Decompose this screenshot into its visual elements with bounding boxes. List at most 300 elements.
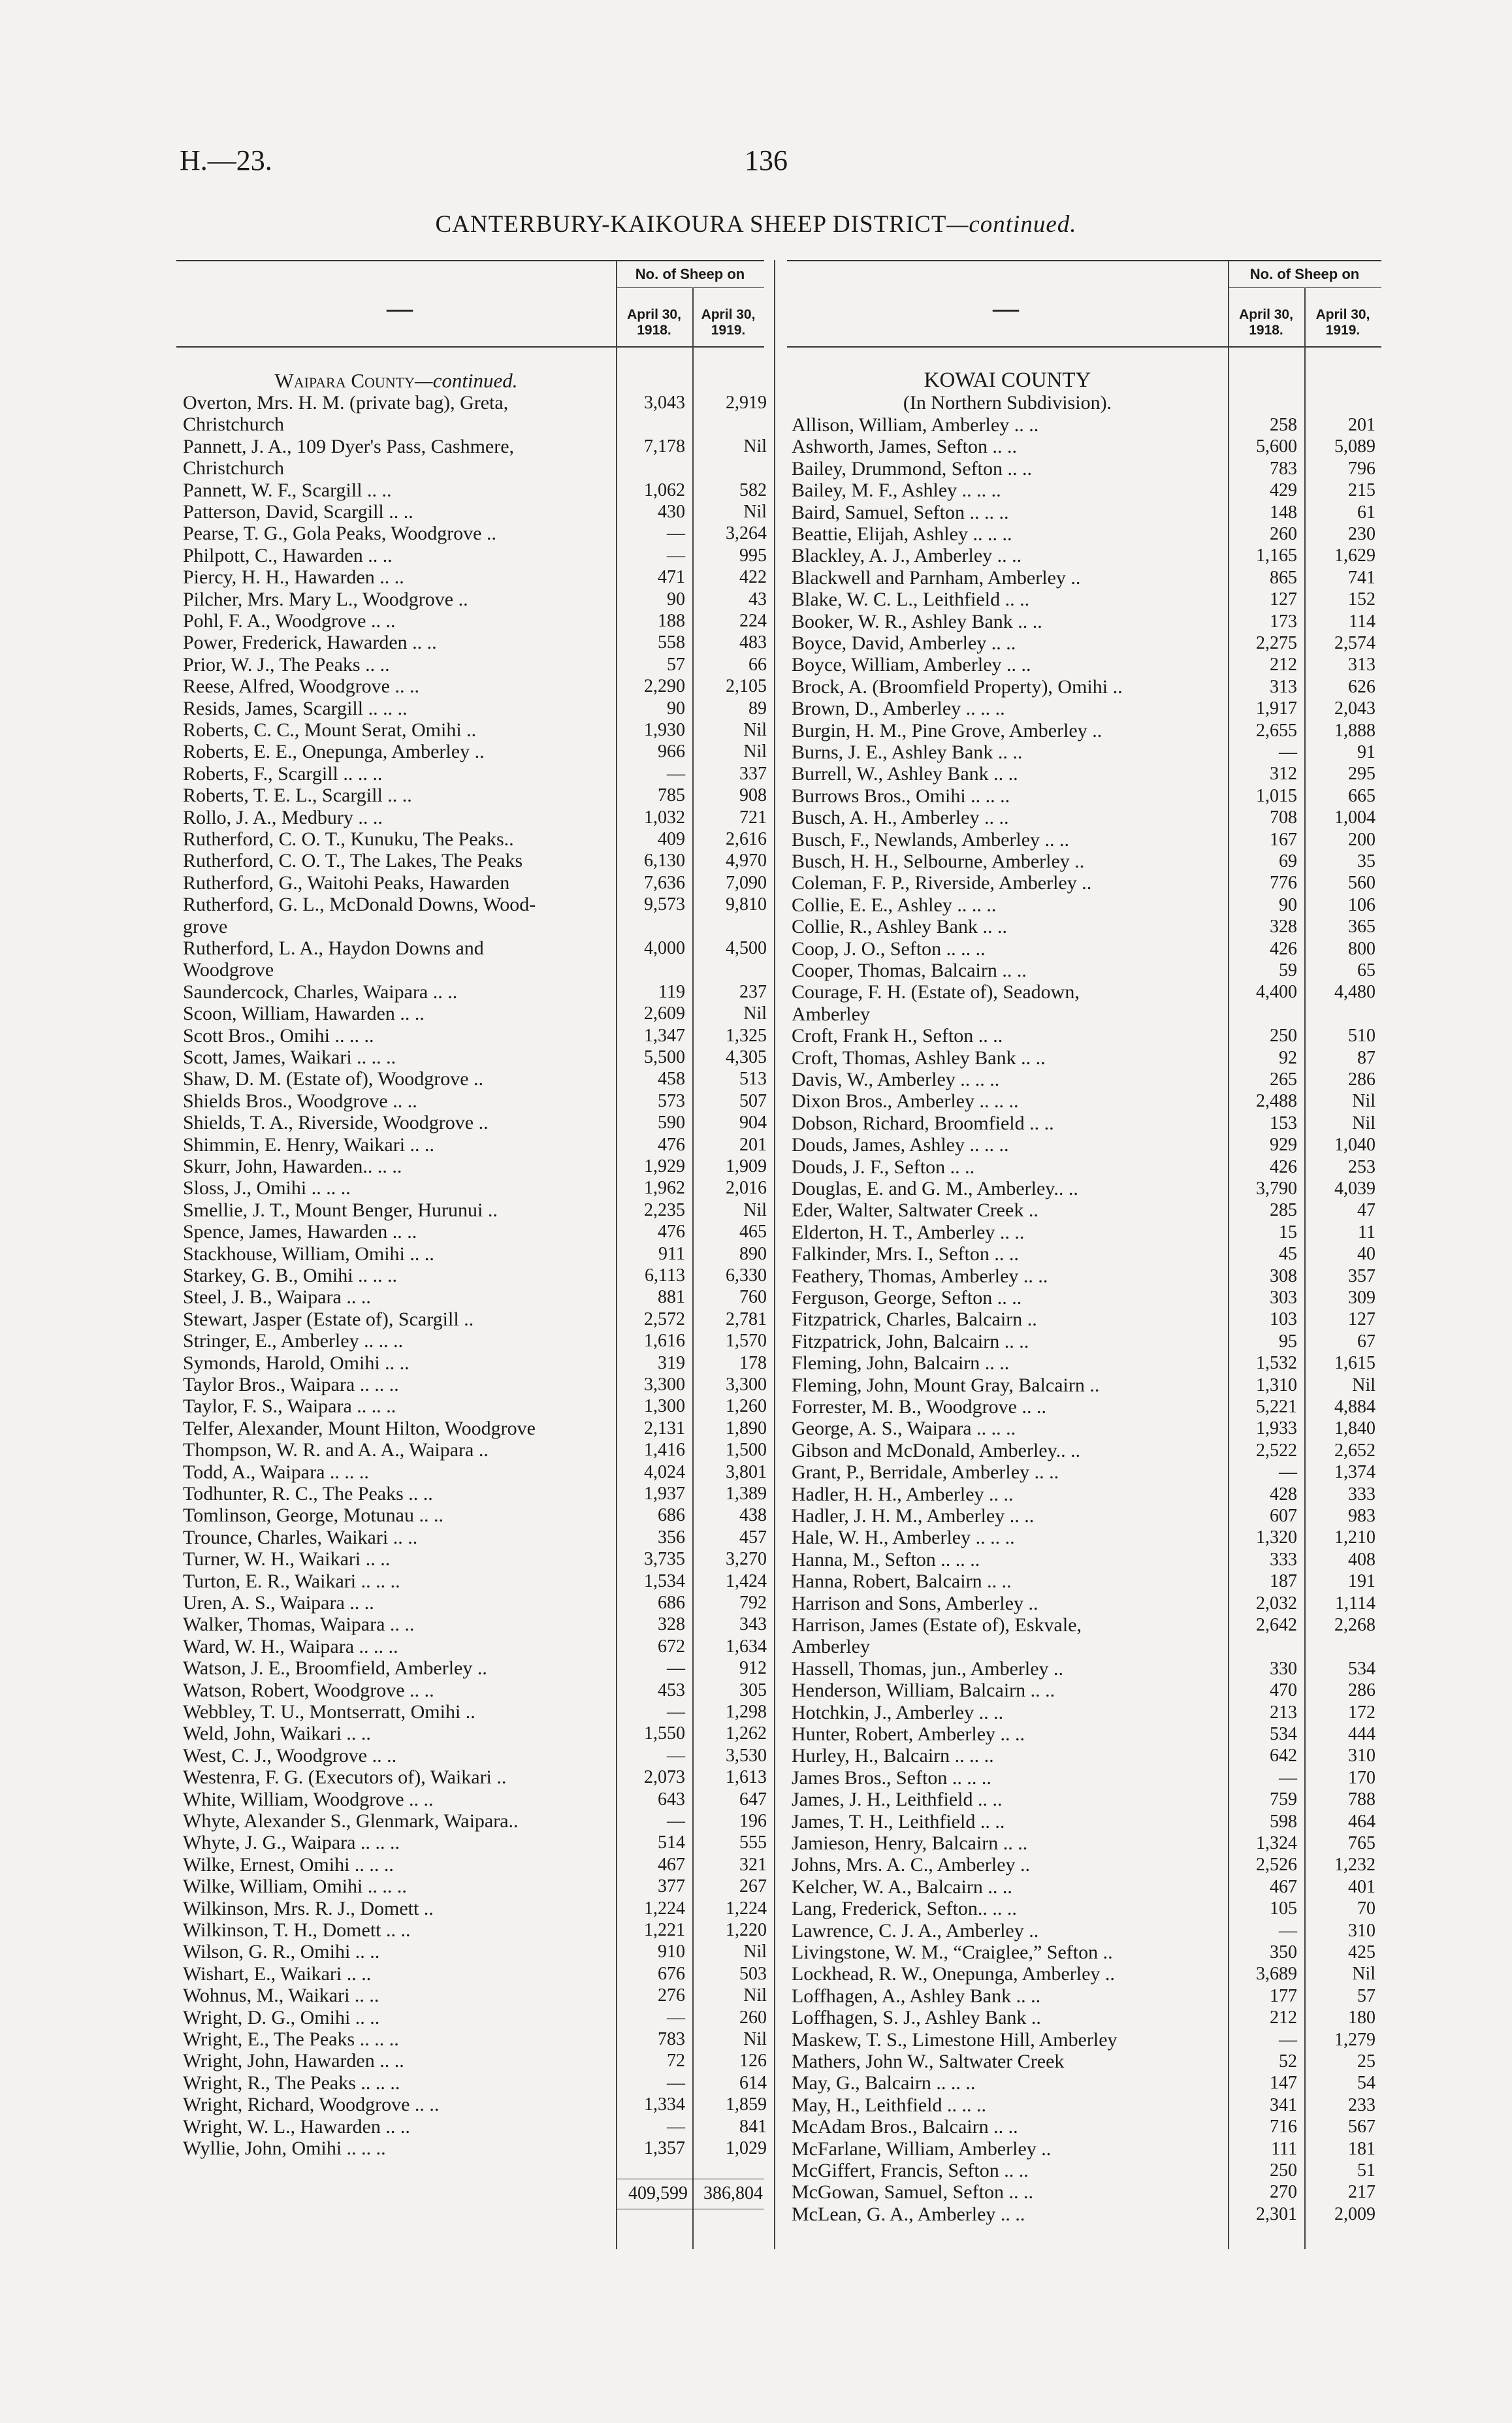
- sheep-1918: 187: [1270, 1571, 1297, 1592]
- table-row: [183, 610, 771, 632]
- sheep-1919: 25: [1357, 2051, 1375, 2072]
- sheep-1919: 2,919: [726, 393, 767, 413]
- sheep-1919: 357: [1348, 1265, 1375, 1286]
- sheep-1918: 1,534: [644, 1570, 685, 1591]
- table-row: [183, 1003, 771, 1024]
- holder-name: James Bros., Sefton .. .. ..: [792, 1766, 991, 1789]
- sheep-1919: 1,890: [726, 1418, 767, 1439]
- holder-name: Hanna, Robert, Balcairn .. ..: [792, 1570, 1012, 1593]
- table-row: [183, 1854, 771, 1876]
- sheep-1919: 796: [1348, 458, 1375, 479]
- sheep-1918: 15: [1279, 1222, 1297, 1243]
- sheep-1918: 319: [658, 1352, 685, 1373]
- table-row: [792, 1025, 1379, 1047]
- table-row: [792, 1614, 1379, 1636]
- holder-name: Taylor Bros., Waipara .. .. ..: [183, 1374, 399, 1395]
- sheep-1918: 1,416: [644, 1440, 685, 1461]
- page-number: 136: [745, 144, 788, 176]
- sheep-1918: 676: [658, 1963, 685, 1984]
- sheep-1918: 153: [1270, 1113, 1297, 1133]
- holder-name: Blackwell and Parnham, Amberley ..: [792, 566, 1081, 589]
- holder-name: Weld, John, Waikari .. ..: [183, 1723, 371, 1745]
- table-row: [792, 763, 1379, 785]
- table-row: [792, 2029, 1379, 2051]
- sheep-1919: 904: [739, 1113, 767, 1133]
- holder-name: Scoon, William, Hawarden .. ..: [183, 1003, 425, 1025]
- sheep-1919: 792: [739, 1593, 767, 1613]
- holder-name: Busch, H. H., Selbourne, Amberley ..: [792, 851, 1085, 872]
- holder-name: Tomlinson, George, Motunau .. ..: [183, 1504, 443, 1527]
- table-row: [183, 1047, 771, 1068]
- sheep-1918: 57: [667, 654, 685, 675]
- table-row: [183, 566, 771, 588]
- sheep-1919: 224: [739, 611, 767, 631]
- sheep-1919: 1,232: [1334, 1855, 1375, 1876]
- holder-name: Gibson and McDonald, Amberley.. ..: [792, 1439, 1081, 1461]
- holder-name: Harrison and Sons, Amberley ..: [792, 1592, 1038, 1614]
- table-row: [183, 501, 771, 523]
- sheep-1919: 4,970: [726, 851, 767, 871]
- holder-name: Davis, W., Amberley .. .. ..: [792, 1069, 1000, 1090]
- holder-name: Coop, J. O., Sefton .. .. ..: [792, 937, 986, 960]
- sheep-1919: 43: [748, 589, 767, 610]
- table-row: [183, 1527, 771, 1548]
- holder-name: Patterson, David, Scargill .. ..: [183, 501, 413, 523]
- sheep-1918: 409: [658, 829, 685, 849]
- holder-name: Mathers, John W., Saltwater Creek: [792, 2051, 1065, 2072]
- sheep-1919: 230: [1348, 524, 1375, 544]
- sheep-1919: 582: [739, 480, 767, 500]
- table-row: [183, 1177, 771, 1199]
- sheep-1918: 881: [658, 1287, 685, 1308]
- sheep-1918: —: [667, 545, 685, 566]
- holder-name: Burrell, W., Ashley Bank .. ..: [792, 763, 1018, 785]
- holder-name: Woodgrove: [183, 959, 274, 981]
- table-row: [183, 1112, 771, 1133]
- table-row: [792, 1811, 1379, 1832]
- right-col-1918: April 30, 1918.: [1239, 307, 1293, 338]
- holder-name: West, C. J., Woodgrove .. ..: [183, 1744, 397, 1766]
- holder-name: Grant, P., Berridale, Amberley .. ..: [792, 1461, 1059, 1484]
- table-row: [792, 785, 1379, 807]
- holder-name: Douglas, E. and G. M., Amberley.. ..: [792, 1178, 1078, 1199]
- table-row: [792, 1658, 1379, 1680]
- sheep-1918: 6,113: [645, 1265, 685, 1286]
- sheep-1919: 11: [1358, 1222, 1375, 1243]
- sheep-1919: 286: [1348, 1680, 1375, 1701]
- sheep-1918: 643: [658, 1789, 685, 1810]
- holder-name: Boyce, William, Amberley .. ..: [792, 654, 1031, 676]
- holder-name: Jamieson, Henry, Balcairn .. ..: [792, 1832, 1028, 1854]
- sheep-1918: 3,300: [644, 1374, 685, 1395]
- sheep-1919: 765: [1348, 1833, 1375, 1853]
- holder-name: George, A. S., Waipara .. .. ..: [792, 1418, 1016, 1440]
- holder-name: Collie, E. E., Ashley .. .. ..: [792, 894, 997, 916]
- sheep-1918: —: [1279, 2029, 1297, 2050]
- table-row: [183, 807, 771, 828]
- sheep-1918: 2,301: [1256, 2203, 1297, 2224]
- sheep-1918: 471: [658, 567, 685, 588]
- table-row: [183, 1483, 771, 1504]
- table-row: [183, 414, 771, 435]
- table-row: [792, 2116, 1379, 2138]
- sheep-1918: 250: [1270, 1026, 1297, 1047]
- table-row: [792, 632, 1379, 654]
- holder-name: McAdam Bros., Balcairn .. ..: [792, 2116, 1018, 2138]
- holder-name: McFarlane, William, Amberley ..: [792, 2138, 1052, 2160]
- holder-name: Courage, F. H. (Estate of), Seadown,: [792, 981, 1080, 1003]
- holder-name: Webbley, T. U., Montserratt, Omihi ..: [183, 1701, 475, 1723]
- sheep-1919: 310: [1348, 1746, 1375, 1766]
- sheep-1918: 119: [658, 981, 685, 1002]
- holder-name: Johns, Mrs. A. C., Amberley ..: [792, 1854, 1031, 1876]
- table-row: [792, 1199, 1379, 1221]
- sheep-1919: 89: [748, 698, 767, 719]
- left-section-heading: [176, 370, 616, 391]
- holder-name: Douds, James, Ashley .. .. ..: [792, 1134, 1009, 1156]
- sheep-1918: 428: [1270, 1484, 1297, 1504]
- table-row: [792, 1593, 1379, 1614]
- sheep-1919: Nil: [1352, 1964, 1375, 1985]
- holder-name: Fitzpatrick, Charles, Balcairn ..: [792, 1309, 1037, 1331]
- sheep-1919: 305: [739, 1680, 767, 1700]
- sheep-1918: 3,689: [1256, 1964, 1297, 1985]
- holder-name: Hassell, Thomas, jun., Amberley ..: [792, 1657, 1064, 1680]
- table-row: [183, 1439, 771, 1461]
- table-row: [792, 2203, 1379, 2225]
- table-row: [792, 654, 1379, 675]
- sheep-1918: 1,032: [644, 807, 685, 828]
- sheep-1919: 3,801: [726, 1461, 767, 1482]
- holder-name: Wright, W. L., Hawarden .. ..: [183, 2115, 410, 2138]
- sheep-1919: 180: [1348, 2008, 1375, 2028]
- sheep-1918: 328: [1270, 917, 1297, 937]
- sheep-1918: 313: [1270, 676, 1297, 697]
- table-row: [183, 1418, 771, 1439]
- table-row: [183, 1548, 771, 1570]
- holder-name: Wilkinson, Mrs. R. J., Domett ..: [183, 1897, 434, 1919]
- sheep-1919: 309: [1348, 1288, 1375, 1308]
- table-row: [183, 1657, 771, 1679]
- holder-name: Brock, A. (Broomfield Property), Omihi ..: [792, 675, 1123, 698]
- sheep-1919: 5,089: [1334, 436, 1375, 457]
- table-row: [792, 480, 1379, 501]
- sheep-1918: —: [1279, 1462, 1297, 1483]
- sheep-1918: —: [667, 1658, 685, 1679]
- table-row: [183, 850, 771, 871]
- table-row: [792, 698, 1379, 719]
- holder-name: Thompson, W. R. and A. A., Waipara ..: [183, 1439, 489, 1461]
- sheep-1919: 217: [1348, 2182, 1375, 2203]
- table-row: [792, 1265, 1379, 1287]
- sheep-1919: 200: [1348, 829, 1375, 850]
- sheep-1919: 1,114: [1335, 1593, 1375, 1614]
- holder-name: Wright, John, Hawarden .. ..: [183, 2050, 404, 2072]
- sheep-1919: 295: [1348, 764, 1375, 785]
- table-row: [183, 1766, 771, 1788]
- sheep-1919: 2,043: [1334, 698, 1375, 719]
- sheep-1918: 7,636: [644, 872, 685, 893]
- sheep-1918: —: [667, 763, 685, 784]
- table-row: [183, 981, 771, 1003]
- table-row: [792, 1309, 1379, 1330]
- table-row: [183, 1309, 771, 1330]
- sheep-1918: 2,073: [644, 1767, 685, 1788]
- sheep-1918: —: [667, 1702, 685, 1722]
- sheep-1918: 308: [1270, 1265, 1297, 1286]
- sheep-1918: 167: [1270, 829, 1297, 850]
- sheep-1919: 4,884: [1334, 1397, 1375, 1417]
- sheep-1918: —: [1279, 1920, 1297, 1941]
- sheep-1919: Nil: [743, 2029, 767, 2049]
- table-row: [792, 2160, 1379, 2181]
- table-row: [183, 698, 771, 719]
- sheep-1918: 276: [658, 1985, 685, 2006]
- table-row: [792, 2051, 1379, 2072]
- sheep-1918: 285: [1270, 1200, 1297, 1221]
- holder-name: Power, Frederick, Hawarden .. ..: [183, 632, 437, 654]
- sheep-1918: 188: [658, 611, 685, 631]
- holder-name: Shields, T. A., Riverside, Woodgrove ..: [183, 1112, 489, 1134]
- table-row: [183, 1919, 771, 1941]
- sheep-1918: 2,609: [644, 1003, 685, 1024]
- holder-name: Hanna, M., Sefton .. .. ..: [792, 1548, 980, 1570]
- table-row: [792, 1898, 1379, 1919]
- table-row: [183, 1701, 771, 1723]
- table-row: [792, 1069, 1379, 1090]
- sheep-1918: 4,024: [644, 1461, 685, 1482]
- holder-name: Wyllie, John, Omihi .. .. ..: [183, 2138, 386, 2159]
- table-row: [792, 545, 1379, 566]
- table-row: [183, 1265, 771, 1286]
- sheep-1918: 9,573: [644, 894, 685, 915]
- sheep-1918: 5,600: [1256, 436, 1297, 457]
- sheep-1918: 3,790: [1256, 1179, 1297, 1199]
- sheep-1919: 721: [739, 807, 767, 828]
- sheep-1919: 1,570: [726, 1331, 767, 1352]
- table-row: [183, 1723, 771, 1744]
- table-row: [183, 719, 771, 741]
- table-row: [183, 545, 771, 566]
- table-top-rule: [176, 260, 764, 261]
- table-row: [183, 523, 771, 544]
- sheep-1919: 1,325: [726, 1025, 767, 1046]
- total-1919: 386,804: [703, 2183, 763, 2203]
- holder-name: Maskew, T. S., Limestone Hill, Amberley: [792, 2028, 1118, 2051]
- sheep-1919: 800: [1348, 938, 1375, 959]
- sheep-1919: 106: [1348, 894, 1375, 915]
- sheep-1918: 1,937: [644, 1484, 685, 1504]
- table-row: [792, 1113, 1379, 1134]
- holder-name: Croft, Thomas, Ashley Bank .. ..: [792, 1047, 1046, 1069]
- sheep-1919: 1,615: [1334, 1353, 1375, 1374]
- left-name-header: —: [387, 293, 413, 323]
- sheep-1919: 267: [739, 1876, 767, 1897]
- table-row: [183, 894, 771, 915]
- holder-name: Lawrence, C. J. A., Amberley ..: [792, 1919, 1039, 1942]
- holder-name: Lang, Frederick, Sefton.. .. ..: [792, 1898, 1017, 1920]
- holder-name: Forrester, M. B., Woodgrove .. ..: [792, 1396, 1046, 1418]
- sheep-1919: Nil: [1352, 1374, 1375, 1395]
- holder-name: Dixon Bros., Amberley .. .. ..: [792, 1090, 1019, 1113]
- table-row: [792, 829, 1379, 851]
- holder-name: Roberts, F., Scargill .. .. ..: [183, 762, 383, 785]
- sheep-1919: Nil: [743, 1003, 767, 1024]
- sheep-1919: 1,374: [1334, 1462, 1375, 1483]
- table-row: [183, 2138, 771, 2159]
- right-name-header: —: [993, 293, 1019, 323]
- holder-name: Hale, W. H., Amberley .. .. ..: [792, 1527, 1015, 1549]
- left-group-rule: [616, 287, 764, 288]
- holder-name: Eder, Walter, Saltwater Creek ..: [792, 1199, 1038, 1222]
- holder-name: Wilke, William, Omihi .. .. ..: [183, 1876, 407, 1898]
- sheep-1918: 534: [1270, 1724, 1297, 1744]
- table-row: [792, 1374, 1379, 1396]
- sheep-1919: 741: [1348, 567, 1375, 588]
- sheep-1919: 1,298: [726, 1702, 767, 1722]
- holder-name: Westenra, F. G. (Executors of), Waikari ..: [183, 1766, 507, 1789]
- sheep-1918: 783: [658, 2029, 685, 2049]
- document-reference: H.—23.: [180, 144, 272, 176]
- table-row: [183, 1789, 771, 1810]
- table-row: [792, 851, 1379, 872]
- sheep-1919: Nil: [743, 720, 767, 740]
- holder-name: Pearse, T. G., Gola Peaks, Woodgrove ..: [183, 523, 496, 545]
- holder-name: Skurr, John, Hawarden.. .. ..: [183, 1156, 402, 1177]
- sheep-1919: 507: [739, 1090, 767, 1111]
- sheep-1919: 995: [739, 545, 767, 566]
- table-row: [792, 741, 1379, 763]
- table-row: [183, 1636, 771, 1657]
- sheep-1919: 2,016: [726, 1178, 767, 1199]
- sheep-1919: 57: [1357, 1985, 1375, 2006]
- sheep-1919: Nil: [743, 502, 767, 522]
- holder-name: Ashworth, James, Sefton .. ..: [792, 436, 1017, 458]
- sheep-1918: 426: [1270, 1156, 1297, 1177]
- holder-name: James, J. H., Leithfield .. ..: [792, 1789, 1003, 1811]
- table-row: [792, 1505, 1379, 1527]
- table-row: [183, 436, 771, 457]
- sheep-1919: 127: [1348, 1309, 1375, 1330]
- sheep-1919: 4,480: [1334, 982, 1375, 1003]
- sheep-1919: 408: [1348, 1549, 1375, 1570]
- sheep-1918: 45: [1279, 1244, 1297, 1265]
- table-row: [792, 1484, 1379, 1505]
- sheep-1918: 1,310: [1256, 1374, 1297, 1395]
- table-row: [792, 1680, 1379, 1701]
- holder-name: Christchurch: [183, 457, 284, 480]
- title-main: CANTERBURY-KAIKOURA SHEEP DISTRICT: [435, 211, 947, 238]
- sheep-1919: 1,220: [726, 1920, 767, 1940]
- sheep-1918: 467: [658, 1854, 685, 1875]
- holder-name: Hotchkin, J., Amberley .. ..: [792, 1701, 1004, 1723]
- sheep-1919: 253: [1348, 1156, 1375, 1177]
- table-row: [792, 1003, 1379, 1025]
- sheep-1919: 47: [1357, 1200, 1375, 1221]
- table-row: [183, 1395, 771, 1417]
- holder-name: Whyte, Alexander S., Glenmark, Waipara..: [183, 1810, 519, 1832]
- holder-name: Hadler, J. H. M., Amberley .. ..: [792, 1505, 1035, 1527]
- holder-name: Hadler, H. H., Amberley .. ..: [792, 1483, 1014, 1505]
- sheep-1918: 1,062: [644, 480, 685, 500]
- sheep-1919: 65: [1357, 960, 1375, 981]
- table-row: [183, 632, 771, 653]
- table-row: [183, 1352, 771, 1374]
- sheep-1919: 2,105: [726, 676, 767, 697]
- sheep-1918: 6,130: [644, 851, 685, 871]
- sheep-1918: 458: [658, 1069, 685, 1090]
- table-row: [183, 1243, 771, 1265]
- table-row: [792, 1440, 1379, 1461]
- sheep-1918: 90: [667, 589, 685, 610]
- sheep-1918: 776: [1270, 873, 1297, 894]
- sheep-1919: 912: [739, 1658, 767, 1679]
- holder-name: Amberley: [792, 1003, 870, 1025]
- sheep-1918: 1,532: [1256, 1353, 1297, 1374]
- holder-name: Smellie, J. T., Mount Benger, Hurunui ..: [183, 1199, 498, 1221]
- sheep-1919: 2,268: [1334, 1615, 1375, 1635]
- sheep-1918: 147: [1270, 2073, 1297, 2094]
- holder-name: Wright, E., The Peaks .. .. ..: [183, 2028, 399, 2050]
- table-row: [792, 1134, 1379, 1156]
- holder-name: Busch, F., Newlands, Amberley .. ..: [792, 828, 1070, 851]
- sheep-1918: 250: [1270, 2160, 1297, 2181]
- table-row: [792, 1222, 1379, 1243]
- table-row: [792, 1920, 1379, 1942]
- holder-name: Resids, James, Scargill .. .. ..: [183, 697, 408, 719]
- holder-name: Wright, R., The Peaks .. .. ..: [183, 2072, 400, 2094]
- holder-name: Watson, Robert, Woodgrove .. ..: [183, 1679, 434, 1701]
- table-row: [792, 1549, 1379, 1570]
- sheep-1918: 514: [658, 1832, 685, 1853]
- right-col-1919: April 30, 1919.: [1315, 307, 1370, 338]
- sheep-1919: 422: [739, 567, 767, 588]
- holder-name: Burns, J. E., Ashley Bank .. ..: [792, 741, 1023, 763]
- sheep-1919: 260: [739, 2007, 767, 2028]
- table-row: [183, 1876, 771, 1897]
- sheep-1918: 350: [1270, 1942, 1297, 1962]
- holder-name: Spence, James, Hawarden .. ..: [183, 1221, 417, 1243]
- sheep-1918: 312: [1270, 764, 1297, 785]
- table-row: [183, 2116, 771, 2138]
- sheep-1918: 265: [1270, 1069, 1297, 1090]
- table-row: [183, 741, 771, 762]
- table-row: [183, 480, 771, 501]
- page-title: [0, 210, 1512, 238]
- sheep-1918: 4,000: [644, 938, 685, 958]
- holder-name: Pannett, J. A., 109 Dyer's Pass, Cashmere,: [183, 435, 515, 457]
- sheep-1919: 178: [739, 1352, 767, 1373]
- holder-name: Douds, J. F., Sefton .. ..: [792, 1156, 975, 1178]
- sheep-1918: —: [1279, 742, 1297, 762]
- sheep-1919: 534: [1348, 1658, 1375, 1679]
- sheep-1918: 105: [1270, 1898, 1297, 1919]
- sheep-1918: 72: [667, 2051, 685, 2072]
- table-row: [183, 2007, 771, 2028]
- sheep-1919: 3,270: [726, 1549, 767, 1570]
- sheep-1919: 172: [1348, 1702, 1375, 1723]
- sheep-1919: 54: [1357, 2073, 1375, 2094]
- table-row: [792, 1090, 1379, 1112]
- sheep-1919: 337: [739, 763, 767, 784]
- sheep-1918: 1,015: [1256, 785, 1297, 806]
- table-row: [792, 938, 1379, 960]
- holder-name: McGiffert, Francis, Sefton .. ..: [792, 2160, 1029, 2181]
- sheep-1919: 1,004: [1334, 807, 1375, 828]
- table-row: [183, 1025, 771, 1047]
- holder-name: Rutherford, G. L., McDonald Downs, Wood-: [183, 894, 536, 916]
- table-row: [792, 414, 1379, 436]
